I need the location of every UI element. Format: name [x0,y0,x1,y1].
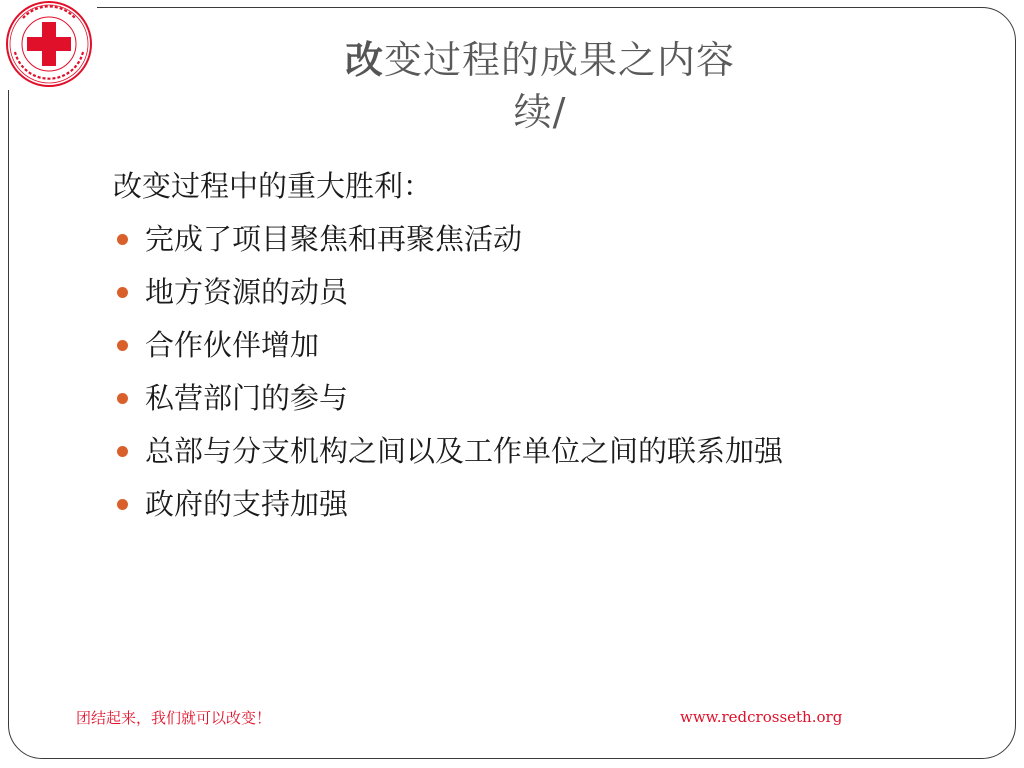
red-cross-logo [1,0,97,90]
bullet-dot-icon [117,340,128,351]
list-item-label: 私营部门的参与 [145,381,349,415]
title-line-1 [150,34,930,86]
list-item [113,266,993,319]
title-line-2: 续/ [513,90,567,134]
bullet-dot-icon [117,393,128,404]
list-item-label: 合作伙伴增加 [145,328,320,362]
bullet-dot-icon [117,499,128,510]
title-lead-char: 改 [344,38,384,82]
footer-slogan: 团结起来，我们就可以改变！ [76,709,272,727]
content-intro: 改变过程中的重大胜利： [113,169,433,203]
list-item-label: 地方资源的动员 [145,275,349,309]
slide-title [150,34,930,138]
slide-content [113,160,993,531]
title-line-1-rest: 变过程的成果之内容 [384,38,736,82]
footer-url-link[interactable]: www.redcrosseth.org [680,708,843,726]
list-item [113,319,993,372]
bullet-dot-icon [117,446,128,457]
bullet-dot-icon [117,287,128,298]
bullet-dot-icon [117,234,128,245]
list-item-label: 政府的支持加强 [145,487,349,521]
red-cross-icon [1,0,97,90]
list-item [113,425,993,478]
bullet-list [113,213,993,531]
list-item-label: 完成了项目聚焦和再聚焦活动 [145,222,523,256]
list-item-label: 总部与分支机构之间以及工作单位之间的联系加强 [145,434,784,468]
list-item [113,478,993,531]
list-item [113,213,993,266]
list-item [113,372,993,425]
